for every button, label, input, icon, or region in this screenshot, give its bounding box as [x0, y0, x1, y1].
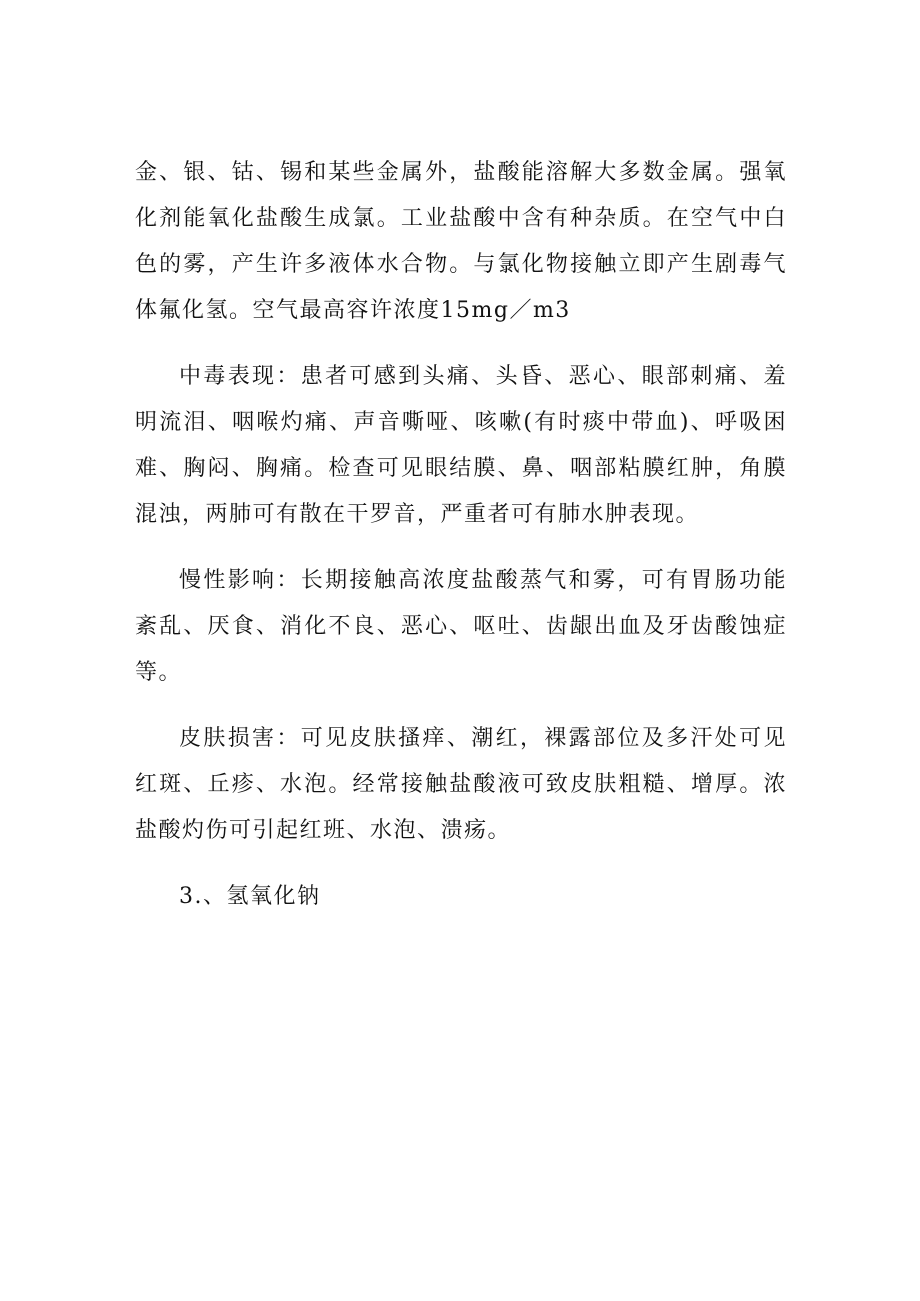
- paragraph-chronic-effects: 慢性影响：长期接触高浓度盐酸蒸气和雾，可有胃肠功能紊乱、厌食、消化不良、恶心、呕吐、齿龈出血及牙齿酸蚀症等。: [135, 568, 787, 685]
- document-body: [135, 150, 787, 920]
- section-heading-sodium-hydroxide: 3.、氢氧化钠: [179, 884, 321, 909]
- paragraph-skin-damage: 皮肤损害：可见皮肤搔痒、潮红，裸露部位及多汗处可见红斑、丘疹、水泡。经常接触盐酸液可致皮肤粗糙、增厚。浓盐酸灼伤可引起红班、水泡、溃疡。: [135, 726, 787, 843]
- paragraph-hydrochloric-acid-properties: 金、银、钴、锡和某些金属外，盐酸能溶解大多数金属。强氧化剂能氧化盐酸生成氯。工业盐酸中含有种杂质。在空气中白色的雾，产生许多液体水合物。与氯化物接触立即产生剧毒气体氟化氢。空气最高容许浓度15mg／m3: [135, 160, 787, 323]
- paragraph-poisoning-symptoms: 中毒表现：患者可感到头痛、头昏、恶心、眼部刺痛、羞明流泪、咽喉灼痛、声音嘶哑、咳嗽(有时痰中带血)、呼吸困难、胸闷、胸痛。检查可见眼结膜、鼻、咽部粘膜红肿，角膜混浊，两肺可有散在干罗音，严重者可有肺水肿表现。: [135, 364, 787, 527]
